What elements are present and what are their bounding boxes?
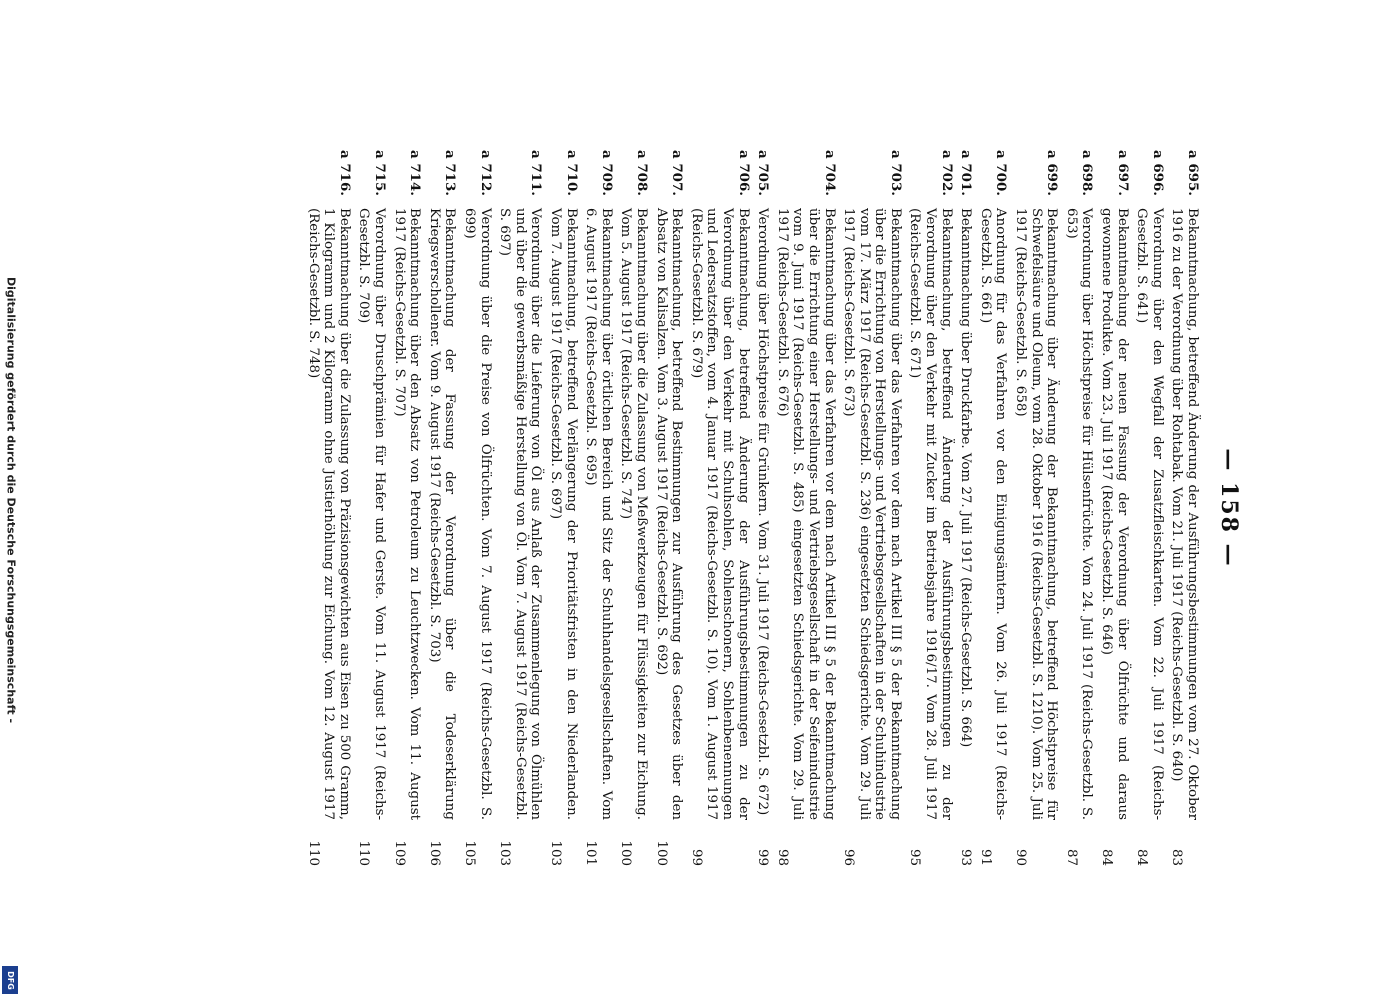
list-item [461, 150, 492, 866]
entry-number: a 704. [821, 150, 838, 196]
entry-page-ref: 110 [356, 840, 372, 866]
entry-title: Verordnung über die Preise von Ölfrüchten. Vom 7. August 1917 (Reichs-Gesetzbl. S. 699) [462, 208, 493, 820]
entry-page-ref: 87 [1063, 848, 1079, 866]
list-item [907, 150, 954, 866]
entry-title: Bekanntmachung über Änderung der Bekanntmachung, betreffend Höchstpreise für Schwefelsäure und Oleum, vom 28. Oktober 1916 (Reichs-Gesetzbl. S. 1210). Vom 25. Juli 1917 (Reichs-Gesetzbl. S. 658) [1013, 208, 1060, 821]
entry-page-ref: 84 [1099, 848, 1115, 866]
entry-page-ref: 91 [977, 848, 993, 866]
entry-title: Bekanntmachung, betreffend Änderung der Ausführungsbestimmungen zu der Verordnung über den Verkehr mit Schuhsohlen, Sohlenschonern, Sohlenbenennungen und Ledersatzstoffen, vom 4. Januar 1917 (Reichs-Gesetzbl. S. 10). Vom 1. August 1917 (Reichs-Gesetzbl. S. 679) [688, 208, 751, 820]
list-item [1098, 150, 1129, 866]
entry-title: Bekanntmachung der neuen Fassung der Verordnung über Ölfrüchte und daraus gewonnene Produkte. Vom 23. Juli 1917 (Reichs-Gesetzbl. S. 646) [1099, 208, 1130, 820]
document-page [176, 128, 1256, 888]
entry-number: a 710. [563, 150, 580, 196]
entry-page-ref: 110 [305, 840, 321, 866]
entry-number: a 712. [477, 150, 494, 196]
entry-page-ref: 90 [1013, 848, 1029, 866]
entry-page-ref: 99 [755, 848, 771, 866]
entry-page-ref: 101 [583, 840, 599, 866]
entry-number: a 708. [634, 150, 650, 196]
entry-title: Verordnung über Höchstpreise für Hülsenfrüchte. Vom 24. Juli 1917 (Reichs-Gesetzbl. S. 653) [1063, 208, 1095, 820]
list-item [1169, 150, 1200, 866]
entry-title: Verordnung über Druschprämien für Hafer und Gerste. Vom 11. August 1917 (Reichs-Gesetzbl. S. 709) [356, 208, 388, 820]
entry-page-ref: 100 [618, 840, 634, 866]
entry-number: a 702. [938, 150, 955, 196]
entry-number: a 714. [407, 150, 424, 196]
entry-title: Verordnung über Höchstpreise für Grünkern. Vom 31. Juli 1917 (Reichs-Gesetzbl. S. 672) [755, 208, 771, 816]
list-item [841, 150, 903, 866]
entry-title: Bekanntmachung über Druckfarbe. Vom 27. Juli 1917 (Reichs-Gesetzbl. S. 664) [958, 208, 974, 748]
entry-title: Bekanntmachung, betreffend Bestimmungen zur Ausführung des Gesetzes über den Absatz von Kalisalzen. Vom 3. August 1917 (Reichs-Gesetzbl. S. 692) [653, 208, 685, 820]
entry-page-ref: 99 [688, 848, 704, 866]
entry-page-ref: 100 [653, 840, 669, 866]
page-number: — 158 — [1216, 448, 1242, 568]
list-item [977, 150, 1008, 866]
digitization-credit-text: Digitalisierung gefördert durch die Deutsche Forschungsgemeinschaft - [4, 276, 18, 724]
list-item [618, 150, 649, 866]
entry-title: Bekanntmachung über die Zulassung von Meßwerkzeugen für Flüssigkeiten zur Eichung. Vom 5. August 1917 (Reichs-Gesetzbl. S. 747) [618, 208, 649, 820]
entry-title: Bekanntmachung über das Verfahren vor dem nach Artikel III § 5 der Bekanntmachung über die Errichtung von Herstellungs- und Vertriebsgesellschaften in der Schuhindustrie vom 17. März 1917 (Reichs-Gesetzbl. S. 236) eingesetzten Schiedsgerichte. Vom 29. Juli 1917 (Reichs-Gesetzbl. S. 673) [841, 208, 903, 820]
entry-page-ref: 95 [907, 848, 923, 866]
entry-number: a 711. [528, 150, 545, 196]
entry-list [305, 150, 1200, 866]
entry-page-ref: 103 [497, 840, 513, 866]
entry-title: Bekanntmachung über den Absatz von Petroleum zu Leuchtzwecken. Vom 11. August 1917 (Reichs-Gesetzbl. S. 707) [391, 208, 423, 820]
entry-number: a 713. [442, 150, 459, 196]
list-item [653, 150, 684, 866]
entry-number: a 709. [598, 150, 615, 196]
entry-number: a 703. [887, 150, 904, 196]
entry-page-ref: 93 [958, 848, 974, 866]
list-item [356, 150, 387, 866]
list-item [755, 150, 771, 866]
entry-page-ref: 106 [426, 840, 442, 866]
list-item [688, 150, 750, 866]
entry-number: a 716. [336, 150, 353, 196]
list-item [391, 150, 422, 866]
entry-page-ref: 83 [1169, 848, 1185, 866]
entry-number: a 695. [1185, 150, 1201, 196]
list-item [774, 150, 836, 866]
entry-number: a 707. [669, 150, 686, 196]
entry-page-ref: 105 [462, 840, 478, 866]
entry-title: Anordnung für das Verfahren vor den Einigungsämtern. Vom 26. Juli 1917 (Reichs-Gesetzbl. S. 661) [977, 208, 1009, 820]
entry-title: Verordnung über die Lieferung von Öl aus Anlaß der Zusammenlegung von Ölmühlen und über die gewerbsmäßige Herstellung von Öl. Vom 7. August 1917 (Reichs-Gesetzbl. S. 697) [497, 208, 544, 820]
entry-page-ref: 109 [391, 840, 407, 866]
list-item [305, 150, 352, 866]
entry-page-ref: 103 [548, 840, 564, 866]
entry-number: a 701. [958, 150, 975, 196]
list-item [1012, 150, 1059, 866]
entry-number: a 706. [735, 150, 752, 196]
entry-page-ref: 84 [1134, 848, 1150, 866]
list-item [583, 150, 614, 866]
entry-page-ref: 98 [774, 848, 790, 866]
entry-title: Bekanntmachung der Fassung der Verordnung über die Todeserklärung Kriegsverschollener. Vom 9. August 1917 (Reichs-Gesetzbl. S. 703) [426, 208, 458, 820]
list-item [958, 150, 974, 866]
entry-number: a 700. [993, 150, 1010, 196]
entry-title: Verordnung über den Wegfall der Zusatzfleischkarten. Vom 22. Juli 1917 (Reichs-Gesetzbl. S. 641) [1134, 208, 1165, 820]
entry-number: a 699. [1044, 150, 1061, 196]
list-item [1134, 150, 1165, 866]
entry-title: Bekanntmachung, betreffend Änderung der Ausführungsbestimmungen vom 27. Oktober 1916 zu der Verordnung über Rohtabak. Vom 21. Juli 1917 (Reichs-Gesetzbl. S. 640) [1169, 208, 1200, 820]
entry-title: Bekanntmachung, betreffend Änderung der Ausführungsbestimmungen zu der Verordnung über den Verkehr mit Zucker im Betriebsjahre 1916/17. Vom 28. Juli 1917 (Reichs-Gesetzbl. S. 671) [907, 208, 954, 820]
entry-title: Bekanntmachung über das Verfahren vor dem nach Artikel III § 5 der Bekanntmachung über die Errichtung einer Herstellungs- und Vertriebsgesellschaft in der Seifenindustrie vom 9. Juni 1917 (Reichs-Gesetzbl. S. 485) eingesetzten Schiedsgerichte. Vom 29. Juli 1917 (Reichs-Gesetzbl. S. 676) [774, 208, 837, 820]
entry-title: Bekanntmachung über die Zulassung von Präzisionsgewichten aus Eisen zu 500 Gramm, 1 Kilogramm und 2 Kilogramm ohne Justierhöhlung zur Eichung. Vom 12. August 1917 (Reichs-Gesetzbl. S. 748) [305, 208, 352, 820]
digitization-credit-strip [0, 0, 22, 1000]
entry-title: Bekanntmachung, betreffend Verlängerung der Prioritätsfristen in den Niederlanden. Vom 7. August 1917 (Reichs-Gesetzbl. S. 697) [548, 208, 579, 820]
dfg-logo [2, 966, 18, 994]
rotated-page [176, 128, 1256, 888]
entry-title: Bekanntmachung über örtlichen Bereich und Sitz der Schuhhandelsgesellschaften. Vom 6. August 1917 (Reichs-Gesetzbl. S. 695) [583, 208, 614, 820]
entry-number: a 697. [1114, 150, 1131, 196]
list-item [547, 150, 578, 866]
list-item [1063, 150, 1094, 866]
dfg-logo-text: DFG [5, 970, 15, 990]
entry-number: a 696. [1149, 150, 1166, 196]
entry-number: a 715. [372, 150, 389, 196]
entry-page-ref: 96 [841, 848, 857, 866]
list-item [497, 150, 544, 866]
entry-number: a 705. [755, 150, 772, 196]
list-item [426, 150, 457, 866]
entry-number: a 698. [1079, 150, 1096, 196]
